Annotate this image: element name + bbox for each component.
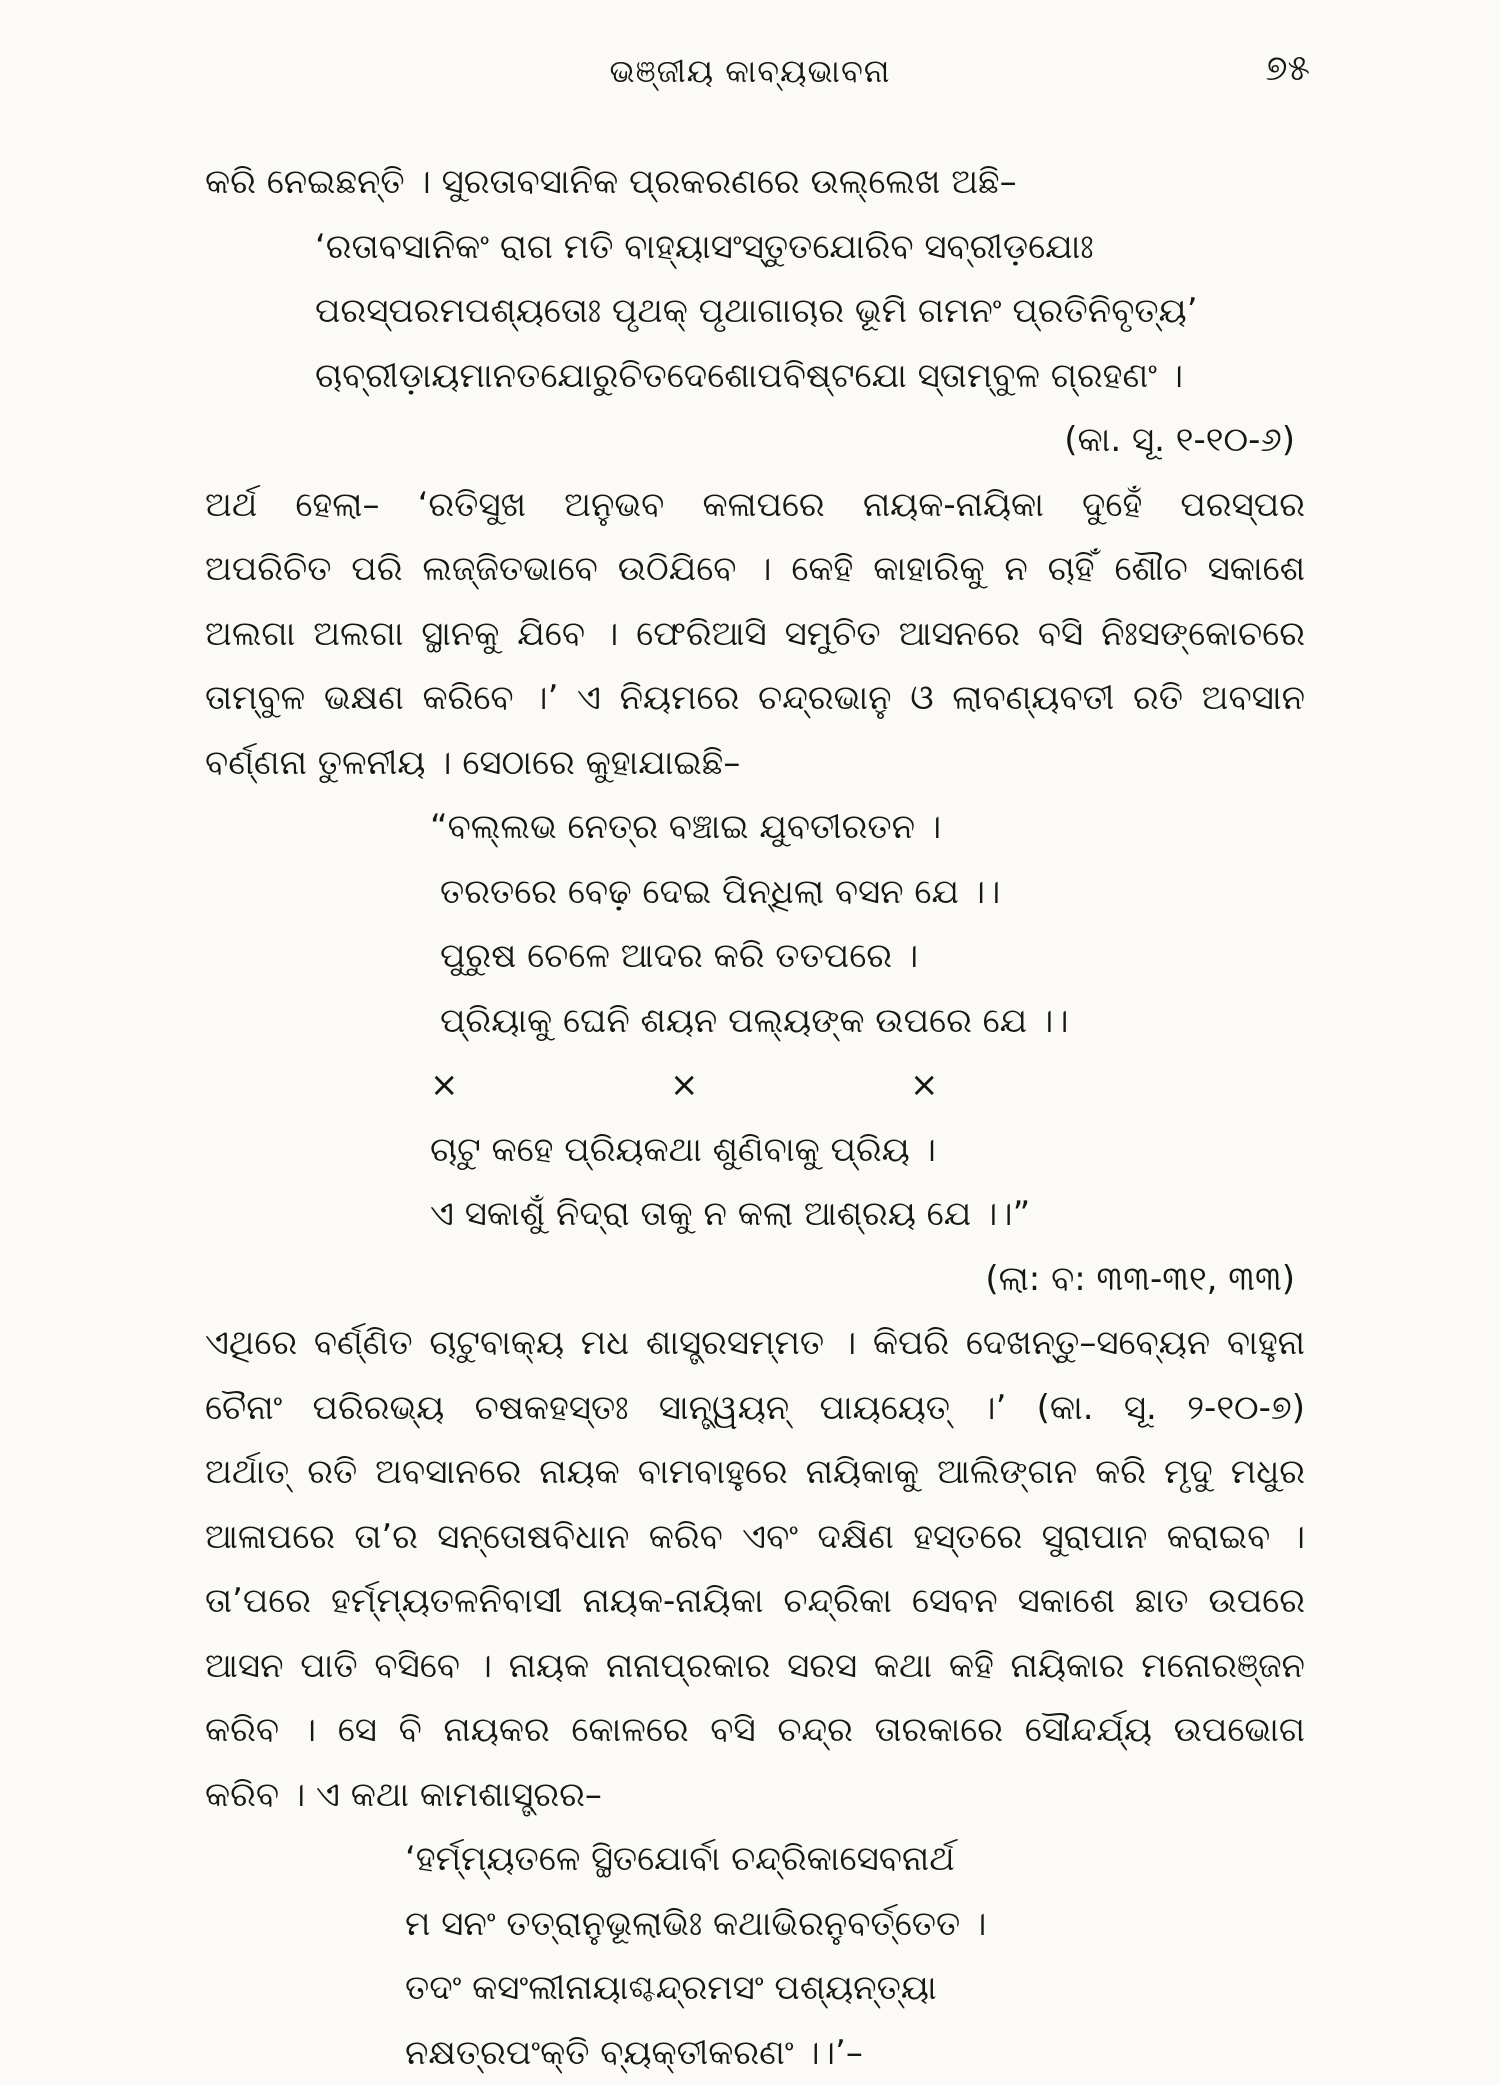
verse-line: ଏ ସକାଶୁଁ ନିଦ୍ରା ତାକୁ ନ କଲା ଆଶ୍ରୟ ଯେ ।।” [205,1182,1305,1247]
cross-mark: × [910,1053,1150,1118]
verse-line: “ବଲ୍ଲଭ ନେତ୍ର ବଞ୍ଚାଇ ଯୁବତୀରତନ । [205,795,1305,860]
verse-line: ପରସ୍ପରମପଶ୍ୟତୋଃ ପୃଥକ୍ ପୃଥାଗାଚାର ଭୂମି ଗମନଂ ପ୍ରତିନିବୃତ୍ୟ’ [205,279,1305,344]
text-line: କରିବ । ସେ ବି ନାୟକର କୋଳରେ ବସି ଚନ୍ଦ୍ର ତାରକାରେ ସୌନ୍ଦର୍ଯ୍ୟ ଉପଭୋଗ [205,1698,1305,1763]
text-line: ଆଳାପରେ ତା’ର ସନ୍ତୋଷବିଧାନ କରିବ ଏବଂ ଦକ୍ଷିଣ ହସ୍ତରେ ସୁରାପାନ କରାଇବ । [205,1505,1305,1570]
citation: (କା. ସୂ. ୧-୧୦-୬) [205,408,1305,473]
verse-line: ‘ହର୍ମ୍ମ୍ୟତଳେ ସ୍ଥିତଯୋର୍ବା ଚନ୍ଦ୍ରିକାସେବନାର୍ଥ [205,1827,1305,1892]
verse-line: ମ ସନଂ ତତ୍ରାନୁଭୂଲାଭିଃ କଥାଭିରନୁବର୍ତ୍ତେତ । [205,1892,1305,1957]
text-line: ଅଲଗା ଅଲଗା ସ୍ଥାନକୁ ଯିବେ । ଫେରିଆସି ସମୁଚିତ ଆସନରେ ବସି ନିଃସଙ୍କୋଚରେ [205,602,1305,667]
citation: (ଲା: ବ: ୩୩-୩୧, ୩୩) [205,1247,1305,1312]
cross-mark: × [430,1053,670,1118]
text-line: କରିବ । ଏ କଥା କାମଶାସ୍ତ୍ରର– [205,1763,1305,1828]
verse-line: ପୁରୁଷ ଚେଳେ ଆଦର କରି ତତପରେ । [205,924,1305,989]
body-text [205,150,1305,2085]
text-line: ତା’ପରେ ହର୍ମ୍ମ୍ୟତଳନିବାସୀ ନାୟକ-ନାୟିକା ଚନ୍ଦ୍ରିକା ସେବନ ସକାଶେ ଛାତ ଉପରେ [205,1569,1305,1634]
text-line: ବର୍ଣ୍ଣନା ତୁଳନୀୟ । ସେଠାରେ କୁହାଯାଇଛି– [205,731,1305,796]
text-line: ଏଥିରେ ବର୍ଣ୍ଣିତ ଚାଟୁବାକ୍ୟ ମଧ ଶାସ୍ତ୍ରସମ୍ମତ । କିପରି ଦେଖନ୍ତୁ–ସବ୍ୟେନ ବାହୁନା [205,1311,1305,1376]
running-title: ଭଞ୍ଜୀୟ କାବ୍ୟଭାବନା [0,52,1500,91]
page-number: ୭୫ [1266,48,1311,90]
text-line: ତାମ୍ବୁଳ ଭକ୍ଷଣ କରିବେ ।’ ଏ ନିୟମରେ ଚନ୍ଦ୍ରଭାନୁ ଓ ଲାବଣ୍ୟବତୀ ରତି ଅବସାନ [205,666,1305,731]
verse-line: ତରତରେ ବେଢ଼ ଦେଇ ପିନ୍ଧିଲା ବସନ ଯେ ।। [205,860,1305,925]
verse-line: ନକ୍ଷତ୍ରପଂକ୍ତି ବ୍ୟକ୍ତୀକରଣଂ ।।’– [205,2021,1305,2085]
verse-line: ତଦଂ କସଂଲୀନାୟାଶ୍ଚନ୍ଦ୍ରମସଂ ପଶ୍ୟନ୍ତ୍ୟା [205,1956,1305,2021]
verse-line: ‘ରତାବସାନିକଂ ରାଗ ମତି ବାହ୍ୟାସଂସ୍ତୁତଯୋରିବ ସବ୍ରୀଡ଼ଯୋଃ [205,215,1305,280]
text-line: ଚୈନାଂ ପରିରଭ୍ୟ ଚଷକହସ୍ତଃ ସାନ୍ତ୍ୱୟନ୍ ପାୟୟେତ୍ ।’ (କା. ସୂ. ୨-୧୦-୭) [205,1376,1305,1441]
verse-line: ଚାଟୁ କହେ ପ୍ରିୟକଥା ଶୁଣିବାକୁ ପ୍ରିୟ । [205,1118,1305,1183]
verse-line: ଚାବ୍ରୀଡ଼ାୟମାନତଯୋରୁଚିତଦେଶୋପବିଷ୍ଟଯୋ ସ୍ତାମ୍ବୁଳ ଗ୍ରହଣଂ । [205,344,1305,409]
page-header [0,52,1500,112]
text-line: ଅର୍ଥ ହେଲା– ‘ରତିସୁଖ ଅନୁଭବ କଳାପରେ ନାୟକ-ନାୟିକା ଦୁହେଁ ପରସ୍ପର [205,473,1305,538]
text-line: ଅପରିଚିତ ପରି ଲଜ୍ଜିତଭାବେ ଉଠିଯିବେ । କେହି କାହାରିକୁ ନ ଚାହିଁ ଶୌଚ ସକାଶେ [205,537,1305,602]
text-line: ଅର୍ଥାତ୍ ରତି ଅବସାନରେ ନାୟକ ବାମବାହୁରେ ନାୟିକାକୁ ଆଲିଙ୍ଗନ କରି ମୃଦୁ ମଧୁର [205,1440,1305,1505]
text-line: କରି ନେଇଛନ୍ତି । ସୁରତାବସାନିକ ପ୍ରକରଣରେ ଉଲ୍ଲେଖ ଅଛି– [205,150,1305,215]
cross-mark: × [670,1053,910,1118]
text-line: ଆସନ ପାତି ବସିବେ । ନାୟକ ନାନାପ୍ରକାର ସରସ କଥା କହି ନାୟିକାର ମନୋରଞ୍ଜନ [205,1634,1305,1699]
verse-line: ପ୍ରିୟାକୁ ଘେନି ଶୟନ ପଲ୍ୟଙ୍କ ଉପରେ ଯେ ।। [205,989,1305,1054]
ellipsis-marks [205,1053,1305,1118]
